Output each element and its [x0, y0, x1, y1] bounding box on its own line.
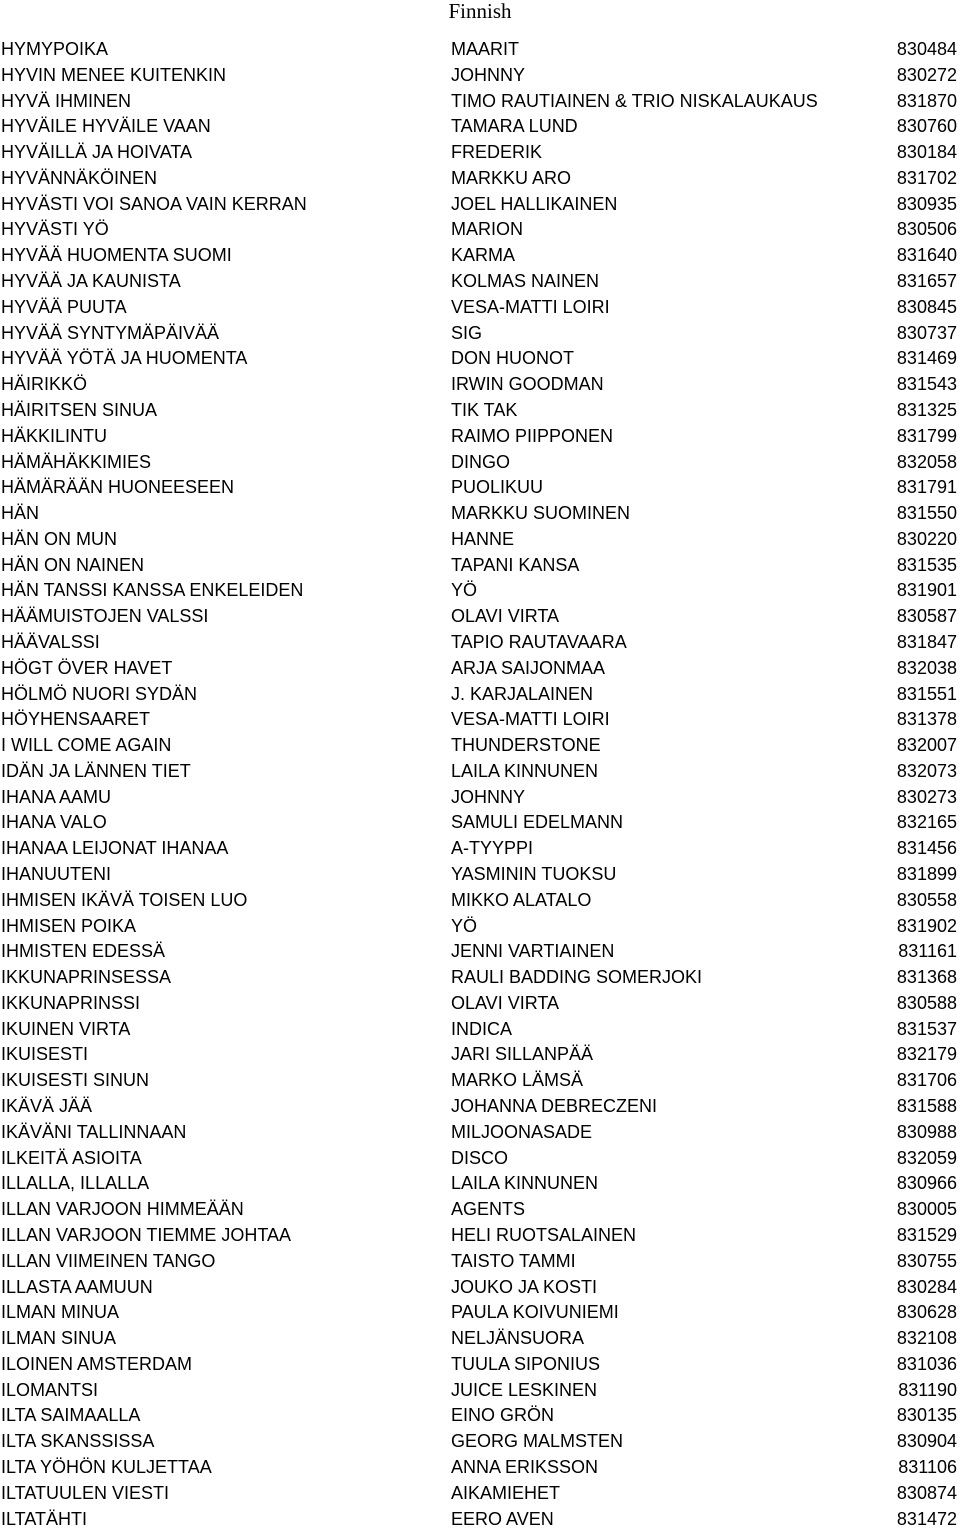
list-item	[0, 1094, 960, 1120]
list-item	[0, 243, 960, 269]
list-item	[0, 1352, 960, 1378]
song-code: 831899	[896, 864, 957, 884]
song-title: HÄN ON NAINEN	[1, 554, 145, 575]
song-code: 831535	[896, 554, 957, 575]
song-code: 830966	[896, 1173, 957, 1194]
list-item	[0, 1017, 960, 1043]
song-artist: ANNA ERIKSSON	[451, 1456, 599, 1477]
song-code: 832108	[896, 1328, 957, 1349]
song-code: 832059	[896, 1147, 957, 1168]
list-item	[0, 862, 960, 888]
list-item	[0, 733, 960, 759]
song-code: 831870	[896, 90, 957, 111]
list-item	[0, 939, 960, 965]
song-title: IHMISTEN EDESSÄ	[1, 941, 166, 962]
song-code: 830558	[896, 889, 957, 910]
song-artist: JUICE LESKINEN	[451, 1379, 598, 1400]
song-artist: HANNE	[451, 528, 515, 549]
song-title: ILTA YÖHÖN KULJETTAA	[1, 1456, 212, 1477]
song-code: 830005	[896, 1199, 957, 1220]
song-artist: LAILA KINNUNEN	[451, 1173, 599, 1194]
song-title: IKÄVÄ JÄÄ	[1, 1096, 93, 1117]
song-code: 831657	[896, 271, 957, 292]
song-code: 831368	[896, 967, 957, 988]
song-title: HÄN TANSSI KANSSA ENKELEIDEN	[1, 580, 304, 601]
song-code: 831529	[896, 1224, 957, 1245]
list-item	[0, 682, 960, 708]
list-item	[0, 1068, 960, 1094]
list-item	[0, 217, 960, 243]
song-artist: OLAVI VIRTA	[451, 992, 560, 1013]
song-title: HYVÄNNÄKÖINEN	[1, 167, 158, 188]
song-code: 830135	[896, 1405, 957, 1426]
list-item	[0, 1403, 960, 1429]
list-item	[0, 604, 960, 630]
list-item	[0, 1378, 960, 1404]
song-artist: IRWIN GOODMAN	[451, 374, 604, 395]
song-code: 830484	[896, 39, 957, 59]
song-title: ILTA SAIMAALLA	[1, 1405, 141, 1426]
song-code: 832038	[896, 657, 957, 678]
song-artist: MILJOONASADE	[451, 1121, 593, 1142]
list-item	[0, 501, 960, 527]
song-artist: MARKKU SUOMINEN	[451, 503, 631, 524]
song-code: 830737	[896, 322, 957, 343]
song-artist: DISCO	[451, 1147, 509, 1168]
song-artist: TAPANI KANSA	[451, 554, 580, 575]
page-title: Finnish	[448, 0, 512, 23]
list-item	[0, 656, 960, 682]
song-artist: OLAVI VIRTA	[451, 606, 560, 627]
song-code: 831537	[896, 1018, 957, 1039]
song-title: ILMAN SINUA	[1, 1328, 117, 1349]
list-item	[0, 1146, 960, 1172]
song-artist: PUOLIKUU	[451, 477, 544, 498]
song-artist: MIKKO ALATALO	[451, 889, 592, 910]
list-item	[0, 527, 960, 553]
song-code: 831902	[896, 915, 957, 936]
song-title: I WILL COME AGAIN	[1, 735, 172, 756]
list-item	[0, 450, 960, 476]
song-code: 830874	[896, 1482, 957, 1503]
song-artist: AGENTS	[451, 1199, 526, 1220]
song-artist: NELJÄNSUORA	[451, 1328, 585, 1349]
song-code: 830220	[896, 528, 957, 549]
song-title: HYVÄÄ SYNTYMÄPÄIVÄÄ	[1, 322, 220, 343]
song-artist: VESA-MATTI LOIRI	[451, 709, 610, 730]
song-title: HÄMÄRÄÄN HUONEESEEN	[1, 477, 235, 498]
list-item	[0, 888, 960, 914]
song-artist: TAMARA LUND	[451, 116, 578, 137]
song-title: HYVIN MENEE KUITENKIN	[1, 64, 227, 85]
song-title: HYVÄÄ HUOMENTA SUOMI	[1, 245, 232, 266]
song-list	[0, 37, 960, 1532]
song-title: HÄÄVALSSI	[1, 631, 100, 652]
song-code: 831847	[896, 631, 957, 652]
list-item	[0, 785, 960, 811]
song-code: 830988	[896, 1121, 957, 1142]
song-artist: JOUKO JA KOSTI	[451, 1276, 598, 1297]
song-artist: ARJA SAIJONMAA	[451, 657, 606, 678]
song-title: IHANA AAMU	[1, 786, 112, 807]
list-item	[0, 63, 960, 89]
song-code: 830587	[896, 606, 957, 627]
song-code: 832007	[896, 735, 957, 756]
song-code: 830760	[896, 116, 957, 137]
song-title: IDÄN JA LÄNNEN TIET	[1, 760, 191, 781]
list-item	[0, 1223, 960, 1249]
song-title: ILMAN MINUA	[1, 1302, 120, 1323]
list-item	[0, 424, 960, 450]
song-artist: MAARIT	[451, 39, 520, 59]
song-code: 830904	[896, 1431, 957, 1452]
song-title: IKKUNAPRINSSI	[1, 992, 141, 1013]
song-artist: JARI SILLANPÄÄ	[451, 1044, 594, 1065]
list-item	[0, 1042, 960, 1068]
list-item	[0, 836, 960, 862]
song-title: IKÄVÄNI TALLINNAAN	[1, 1121, 187, 1142]
song-artist: JOEL HALLIKAINEN	[451, 193, 618, 214]
song-code: 832073	[896, 760, 957, 781]
song-artist: DINGO	[451, 451, 511, 472]
song-title: HYVÄILLÄ JA HOIVATA	[1, 142, 193, 163]
song-artist: AIKAMIEHET	[451, 1482, 561, 1503]
song-artist: GEORG MALMSTEN	[451, 1431, 624, 1452]
song-title: HYVÄILE HYVÄILE VAAN	[1, 116, 211, 137]
song-title: IHMISEN POIKA	[1, 915, 137, 936]
list-item	[0, 1429, 960, 1455]
song-code: 831550	[896, 503, 957, 524]
song-title: HYMYPOIKA	[1, 39, 109, 59]
list-item	[0, 321, 960, 347]
song-artist: DON HUONOT	[451, 348, 574, 369]
song-artist: TUULA SIPONIUS	[451, 1353, 601, 1374]
song-code: 830273	[896, 786, 957, 807]
list-item	[0, 1455, 960, 1481]
song-title: ILLAN VARJOON HIMMEÄÄN	[1, 1199, 244, 1220]
list-item	[0, 578, 960, 604]
song-code: 830184	[896, 142, 957, 163]
song-artist: SAMULI EDELMANN	[451, 812, 624, 833]
list-item	[0, 991, 960, 1017]
song-code: 831469	[896, 348, 957, 369]
song-artist: MARKO LÄMSÄ	[451, 1070, 584, 1091]
song-title: HÄN ON MUN	[1, 528, 117, 549]
list-item	[0, 89, 960, 115]
song-artist: HELI RUOTSALAINEN	[451, 1224, 637, 1245]
song-code: 831706	[896, 1070, 957, 1091]
song-title: IKUISESTI SINUN	[1, 1070, 150, 1091]
song-title: HÄIRITSEN SINUA	[1, 399, 158, 420]
song-artist: MARION	[451, 219, 523, 240]
song-title: HÖGT ÖVER HAVET	[1, 657, 173, 678]
song-code: 831378	[896, 709, 957, 730]
song-artist: EINO GRÖN	[451, 1405, 555, 1426]
song-title: ILTATÄHTI	[1, 1508, 88, 1529]
song-title: IHANAA LEIJONAT IHANAA	[1, 838, 229, 859]
song-title: HYVÄÄ PUUTA	[1, 296, 127, 317]
song-code: 832058	[896, 451, 957, 472]
list-item	[0, 630, 960, 656]
list-item	[0, 810, 960, 836]
list-item	[0, 166, 960, 192]
list-item	[0, 372, 960, 398]
song-code: 831640	[896, 245, 957, 266]
song-artist: TIK TAK	[451, 399, 518, 420]
song-title: HÖLMÖ NUORI SYDÄN	[1, 683, 198, 704]
list-item	[0, 965, 960, 991]
song-artist: RAIMO PIIPPONEN	[451, 425, 614, 446]
list-item	[0, 1249, 960, 1275]
song-code: 831472	[896, 1508, 957, 1529]
song-artist: SIG	[451, 322, 483, 343]
list-item	[0, 1171, 960, 1197]
song-artist: FREDERIK	[451, 142, 543, 163]
song-code: 831588	[896, 1096, 957, 1117]
song-title: HYVÄÄ JA KAUNISTA	[1, 271, 181, 292]
song-code: 831543	[896, 374, 957, 395]
song-code: 831799	[896, 425, 957, 446]
song-title: ILOMANTSI	[1, 1379, 99, 1400]
song-title: IHMISEN IKÄVÄ TOISEN LUO	[1, 889, 248, 910]
song-title: HÖYHENSAARET	[1, 709, 151, 730]
song-artist: RAULI BADDING SOMERJOKI	[451, 967, 703, 988]
song-title: IHANA VALO	[1, 812, 107, 833]
list-item	[0, 398, 960, 424]
list-item	[0, 1326, 960, 1352]
song-code: 831551	[896, 683, 957, 704]
song-title: IHANUUTENI	[1, 864, 112, 884]
song-code: 830588	[896, 992, 957, 1013]
list-item	[0, 37, 960, 63]
song-artist: TIMO RAUTIAINEN & TRIO NISKALAUKAUS	[451, 90, 818, 111]
song-title: HYVÄ IHMINEN	[1, 90, 132, 111]
song-title: ILLAN VARJOON TIEMME JOHTAA	[1, 1224, 292, 1245]
song-code: 831325	[896, 399, 957, 420]
song-code: 830506	[896, 219, 957, 240]
song-code: 830272	[896, 64, 957, 85]
song-artist: JENNI VARTIAINEN	[451, 941, 615, 962]
song-code: 830284	[896, 1276, 957, 1297]
song-title: ILOINEN AMSTERDAM	[1, 1353, 193, 1374]
song-code: 830845	[896, 296, 957, 317]
list-item	[0, 1481, 960, 1507]
song-artist: JOHANNA DEBRECZENI	[451, 1096, 658, 1117]
song-artist: VESA-MATTI LOIRI	[451, 296, 610, 317]
list-item	[0, 1300, 960, 1326]
song-artist: JOHNNY	[451, 64, 526, 85]
song-title: ILLASTA AAMUUN	[1, 1276, 153, 1297]
song-title: HÄÄMUISTOJEN VALSSI	[1, 606, 209, 627]
song-artist: TAPIO RAUTAVAARA	[451, 631, 627, 652]
list-item	[0, 114, 960, 140]
list-item	[0, 1120, 960, 1146]
list-item	[0, 1275, 960, 1301]
song-code: 831190	[898, 1379, 957, 1400]
song-title: IKKUNAPRINSESSA	[1, 967, 172, 988]
song-code: 830628	[896, 1302, 957, 1323]
song-artist: YÖ	[451, 580, 478, 601]
song-artist: J. KARJALAINEN	[451, 683, 594, 704]
song-title: ILTATUULEN VIESTI	[1, 1482, 170, 1503]
song-code: 831791	[896, 477, 957, 498]
song-code: 832179	[896, 1044, 957, 1065]
song-artist: THUNDERSTONE	[451, 735, 601, 756]
song-code: 830755	[896, 1250, 957, 1271]
song-code: 831106	[898, 1456, 957, 1477]
list-item	[0, 140, 960, 166]
song-artist: JOHNNY	[451, 786, 526, 807]
song-artist: KARMA	[451, 245, 516, 266]
list-item	[0, 1507, 960, 1532]
list-item	[0, 553, 960, 579]
song-title: HÄN	[1, 503, 40, 524]
song-artist: A-TYYPPI	[451, 838, 534, 859]
song-code: 831161	[898, 941, 957, 962]
song-artist: EERO AVEN	[451, 1508, 554, 1529]
song-title: HÄMÄHÄKKIMIES	[1, 451, 152, 472]
list-item	[0, 295, 960, 321]
song-code: 831702	[896, 167, 957, 188]
song-artist: PAULA KOIVUNIEMI	[451, 1302, 619, 1323]
list-item	[0, 475, 960, 501]
song-title: ILTA SKANSSISSA	[1, 1431, 155, 1452]
song-title: IKUISESTI	[1, 1044, 89, 1065]
song-artist: LAILA KINNUNEN	[451, 760, 599, 781]
song-code: 830935	[896, 193, 957, 214]
list-item	[0, 914, 960, 940]
list-item	[0, 759, 960, 785]
list-item	[0, 192, 960, 218]
song-title: HYVÄÄ YÖTÄ JA HUOMENTA	[1, 348, 248, 369]
song-code: 832165	[896, 812, 957, 833]
song-title: ILKEITÄ ASIOITA	[1, 1147, 142, 1168]
song-artist: YÖ	[451, 915, 478, 936]
song-artist: MARKKU ARO	[451, 167, 572, 188]
song-title: IKUINEN VIRTA	[1, 1018, 131, 1039]
song-artist: KOLMAS NAINEN	[451, 271, 600, 292]
song-code: 831036	[896, 1353, 957, 1374]
song-artist: TAISTO TAMMI	[451, 1250, 576, 1271]
list-item	[0, 707, 960, 733]
list-item	[0, 269, 960, 295]
song-code: 831901	[896, 580, 957, 601]
song-code: 831456	[896, 838, 957, 859]
list-item	[0, 1197, 960, 1223]
list-item	[0, 346, 960, 372]
song-artist: INDICA	[451, 1018, 513, 1039]
song-title: ILLAN VIIMEINEN TANGO	[1, 1250, 216, 1271]
song-title: HYVÄSTI YÖ	[1, 219, 109, 240]
song-title: HÄKKILINTU	[1, 425, 108, 446]
song-title: HÄIRIKKÖ	[1, 374, 88, 395]
song-title: HYVÄSTI VOI SANOA VAIN KERRAN	[1, 193, 307, 214]
song-title: ILLALLA, ILLALLA	[1, 1173, 150, 1194]
song-artist: YASMININ TUOKSU	[451, 864, 617, 884]
